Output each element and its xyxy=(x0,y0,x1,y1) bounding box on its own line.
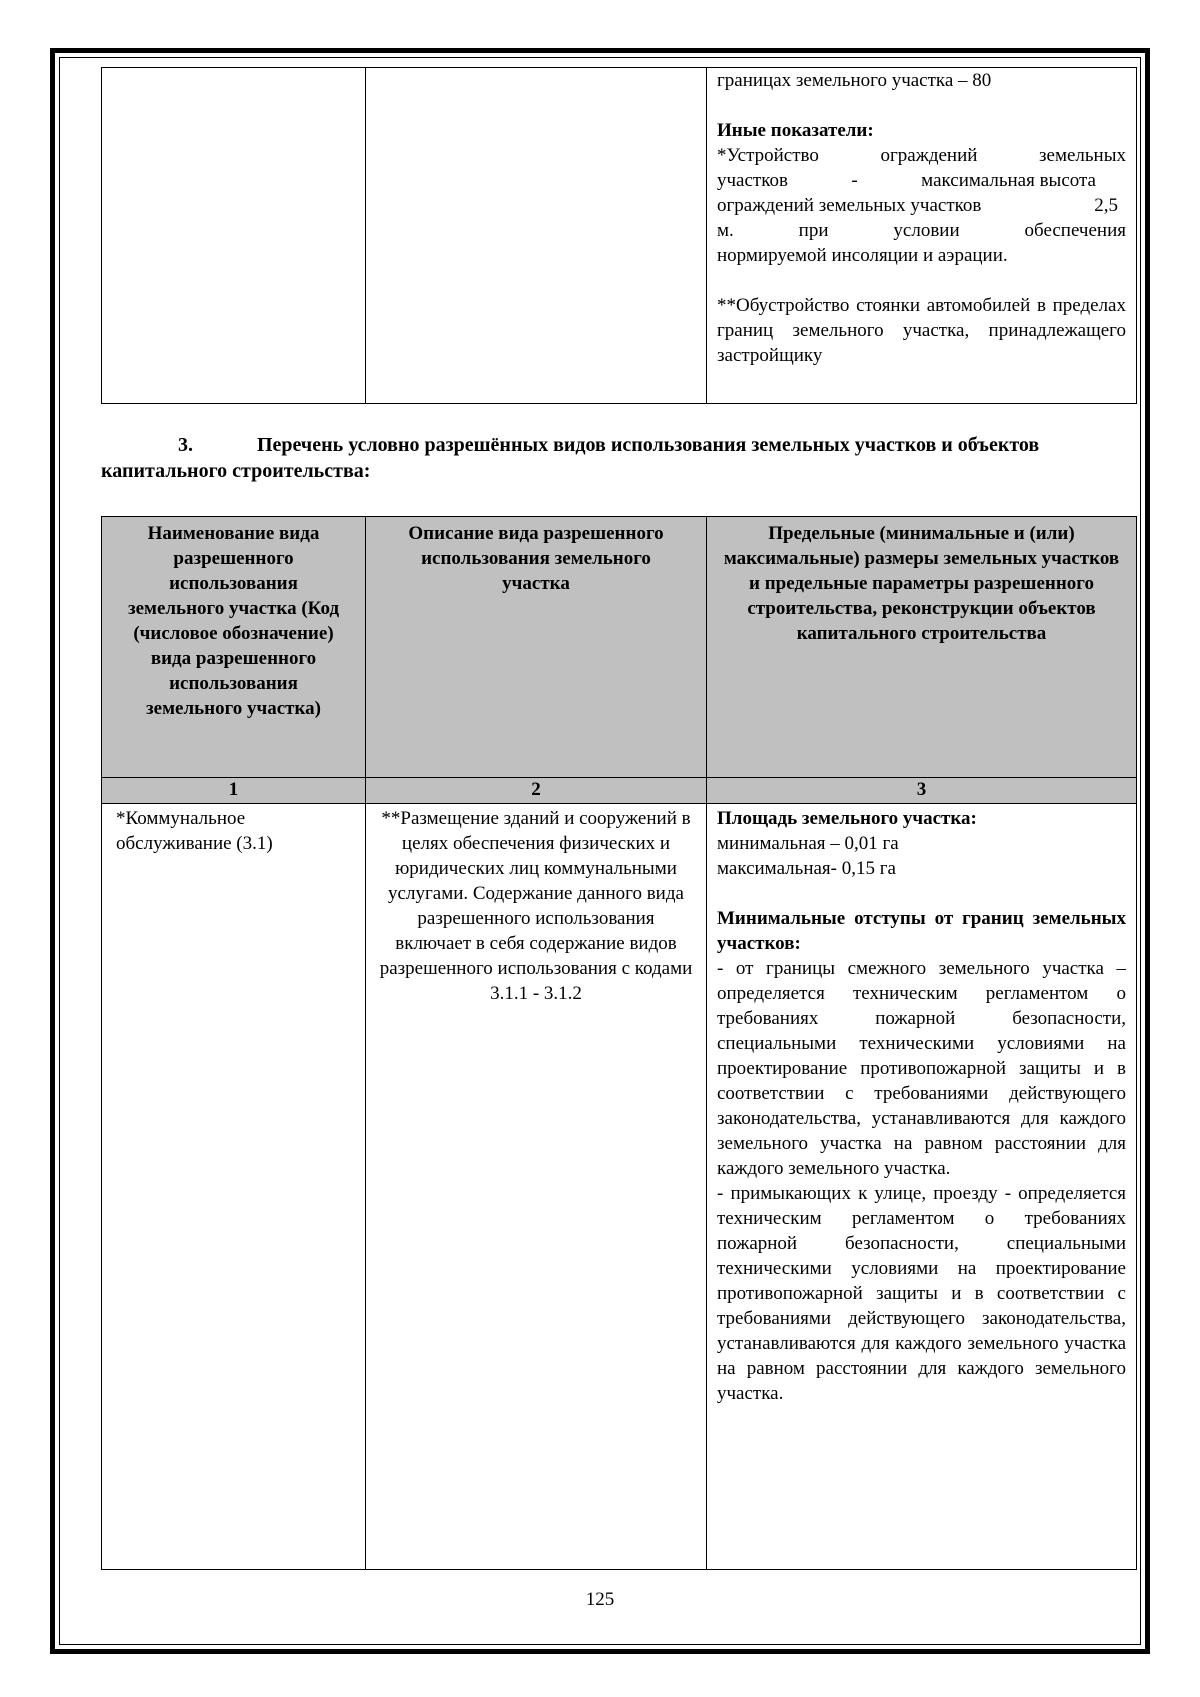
area-max: максимальная- 0,15 га xyxy=(717,858,896,879)
cell-empty-2 xyxy=(366,68,707,404)
fence-word: при xyxy=(798,220,829,241)
setback-title: Минимальные отступы от границ земельных участков: xyxy=(717,908,1126,954)
fence-text xyxy=(717,143,1126,268)
column-number-row xyxy=(102,778,1137,804)
use-description-cell xyxy=(366,804,707,1570)
fence-word: участков xyxy=(717,170,788,191)
section-title: Перечень условно разрешённых видов использования земельных участков и объектов капитального строительства: xyxy=(101,434,1040,482)
area-title: Площадь земельного участка: xyxy=(717,808,977,829)
fence-word: максимальная высота xyxy=(921,170,1096,191)
fence-word: земельных xyxy=(1039,145,1126,166)
fence-word: условии xyxy=(893,220,960,241)
section-number: 3. xyxy=(178,434,193,456)
page-number: 125 xyxy=(585,1589,615,1610)
setback-adjacent: - от границы смежного земельного участка – определяется техническим регламентом о требованиях пожарной безопасности, специальными техническими условиями на проектирование противопожарной защиты и в соответствии с требованиями действующего законодательства, устанавливаются для каждого земельного участка на равном расстоянии для каждого земельного участка. xyxy=(717,958,1126,1179)
fence-word: - xyxy=(851,170,858,191)
column-number: 3 xyxy=(707,778,1137,804)
fence-word: ограждений земельных участков xyxy=(717,195,982,216)
fence-word: ограждений xyxy=(880,145,978,166)
use-name: *Коммунальное обслуживание (3.1) xyxy=(116,808,273,854)
parking-text: **Обустройство стоянки автомобилей в пределах границ земельного участка, принадлежащего застройщику xyxy=(717,295,1126,366)
permitted-uses-table xyxy=(101,516,1137,1570)
table-row xyxy=(102,68,1137,404)
cell-other-params xyxy=(707,68,1137,404)
fence-word: 2,5 xyxy=(1094,195,1118,216)
column-number: 1 xyxy=(102,778,366,804)
fence-word: обеспечения xyxy=(1024,220,1126,241)
other-params-title: Иные показатели: xyxy=(717,120,874,141)
cell-empty-1 xyxy=(102,68,366,404)
column-number: 2 xyxy=(366,778,707,804)
area-min: минимальная – 0,01 га xyxy=(717,833,899,854)
header-cell: Наименование вида разрешенного использования земельного участка (Код (числовое обозначение) вида разрешенного использования земельного участка) xyxy=(102,517,366,778)
section-heading xyxy=(101,432,1136,484)
fence-word: нормируемой инсоляции и аэрации. xyxy=(717,245,1008,266)
use-name-cell xyxy=(102,804,366,1570)
use-params-cell xyxy=(707,804,1137,1570)
header-cell: Предельные (минимальные и (или) максимальные) размеры земельных участков и предельные параметры разрешенного строительства, реконструкции объектов капитального строительства xyxy=(707,517,1137,778)
border-text: границах земельного участка – 80 xyxy=(717,70,992,91)
continuation-table xyxy=(101,67,1137,404)
use-description: **Размещение зданий и сооружений в целях обеспечения физических и юридических лиц коммунальными услугами. Содержание данного вида разрешенного использования включает в себя содержание видов разрешенного использования с кодами 3.1.1 - 3.1.2 xyxy=(379,808,693,1004)
header-cell: Описание вида разрешенного использования земельного участка xyxy=(366,517,707,778)
fence-word: *Устройство xyxy=(717,145,819,166)
fence-word: м. xyxy=(717,220,734,241)
table-header-row xyxy=(102,517,1137,778)
table-row xyxy=(102,804,1137,1570)
setback-street: - примыкающих к улице, проезду - определяется техническим регламентом о требованиях пожарной безопасности, специальными техническими условиями на проектирование противопожарной защиты и в соответствии с требованиями действующего законодательства, устанавливаются для каждого земельного участка на равном расстоянии для каждого земельного участка. xyxy=(717,1183,1126,1404)
